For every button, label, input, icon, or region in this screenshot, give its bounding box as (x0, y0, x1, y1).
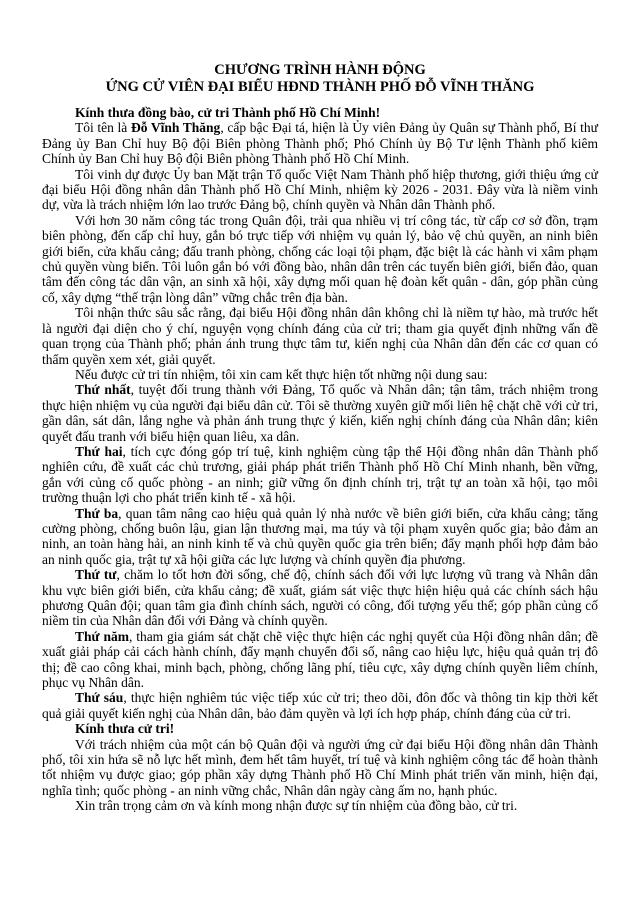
text-run: Xin trân trọng cảm ơn và kính mong nhận được sự tín nhiệm của đồng bào, cử tri. (75, 798, 518, 814)
text-run-bold: Thứ hai (75, 443, 123, 459)
document-title (42, 62, 598, 96)
text-run-bold: Thứ năm (75, 628, 129, 644)
paragraph-salutation-voters (42, 721, 598, 736)
text-run-bold: Thứ nhất (75, 382, 131, 398)
paragraph-salutation-citizens (42, 105, 598, 120)
text-run: Nếu được cử tri tín nhiệm, tôi xin cam kết thực hiện tốt những nội dung sau: (75, 366, 488, 382)
text-run-bold: Kính thưa cử tri! (75, 721, 175, 737)
paragraph-closing-thanks (42, 798, 598, 813)
text-run: , quan tâm nâng cao hiệu quả quản lý nhà nước về biên giới biển, cửa khẩu cảng; tăng cường phòng, chống buôn lậu, gian lận thương mại, ma túy và tội phạm xuyên quốc gia; bảo đảm an ninh, an toàn hàng hải, an ninh kinh tế và chủ quyền quốc gia trên biển; đẩy mạnh phối hợp đảm bảo an ninh quốc gia, trật tự xã hội giữa các lực lượng và chính quyền địa phương. (42, 505, 598, 567)
text-run: , chăm lo tốt hơn đời sống, chế độ, chính sách đối với lực lượng vũ trang và Nhân dân khu vực biên giới biển, cửa khẩu cảng; đề xuất, giám sát việc thực hiện hiệu quả các chính sách hậu phương Quân đội; quan tâm gia đình chính sách, người có công, đối tượng yếu thế; góp phần củng cố niềm tin của Nhân dân đối với Đảng và chính quyền. (42, 567, 598, 629)
document-body (42, 105, 598, 814)
paragraph-commitment-1 (42, 382, 598, 444)
paragraph-experience (42, 213, 598, 305)
text-run: Với trách nhiệm của một cán bộ Quân đội và người ứng cử đại biểu Hội đồng nhân dân Thành phố, tôi xin hứa sẽ nỗ lực hết mình, đem hết tâm huyết, trí tuệ và kinh nghiệm công tác để hoàn thành tốt nhiệm vụ được giao; góp phần xây dựng Thành phố Hồ Chí Minh phát triển văn minh, hiện đại, nghĩa tình; quốc phòng - an ninh vững chắc, Nhân dân ngày càng ấm no, hạnh phúc. (42, 736, 598, 798)
text-run-bold: Thứ sáu (75, 690, 124, 706)
paragraph-commitment-5 (42, 629, 598, 691)
paragraph-commitment-4 (42, 567, 598, 629)
text-run: , tích cực đóng góp trí tuệ, kinh nghiệm cùng tập thể Hội đồng nhân dân Thành phố nghiên cứu, đề xuất các chủ trương, giải pháp phát triển Thành phố Hồ Chí Minh nhanh, bền vững, gắn với củng cố quốc phòng - an ninh; giữ vững ổn định chính trị, trật tự an toàn xã hội, tạo môi trường thuận lợi cho phát triển kinh tế - xã hội. (42, 443, 599, 506)
paragraph-commitment-6 (42, 690, 598, 721)
text-run: Tôi nhận thức sâu sắc rằng, đại biểu Hội đồng nhân dân không chỉ là niềm tự hào, mà trước hết là người đại diện cho ý chí, nguyện vọng chính đáng của cử tri; tham gia quyết định những vấn đề quan trọng của Thành phố; phản ánh trung thực tâm tư, kiến nghị của Nhân dân đến các cơ quan có thẩm quyền xem xét, giải quyết. (42, 305, 598, 367)
text-run: , thực hiện nghiêm túc việc tiếp xúc cử tri; theo dõi, đôn đốc và thông tin kịp thời kết quả giải quyết kiến nghị của Nhân dân, bảo đảm quyền và lợi ích hợp pháp, chính đáng của cử tri. (42, 690, 598, 721)
paragraph-commitment-intro (42, 367, 598, 382)
text-run: , tuyệt đối trung thành với Đảng, Tổ quốc và Nhân dân; tận tâm, trách nhiệm trong thực hiện nhiệm vụ của người đại biểu dân cử. Tôi sẽ thường xuyên giữ mối liên hệ chặt chẽ với cử tri, gần dân, sát dân, lắng nghe và phản ánh trung thực ý kiến, kiến nghị chính đáng của Nhân dân; kiên quyết đấu tranh với biểu hiện quan liêu, xa dân. (42, 382, 598, 444)
text-run-bold: Kính thưa đồng bào, cử tri Thành phố Hồ Chí Minh! (75, 105, 381, 120)
paragraph-commitment-3 (42, 506, 598, 568)
paragraph-intro-identity (42, 120, 598, 166)
paragraph-pledge (42, 737, 598, 799)
text-run: Với hơn 30 năm công tác trong Quân đội, trải qua nhiều vị trí công tác, từ cấp cơ sở đồn, trạm biên phòng, đến cấp chỉ huy, gắn bó trực tiếp với nhiệm vụ quản lý, bảo vệ chủ quyền, an ninh biên giới biển, cửa khẩu cảng; đấu tranh phòng, chống các loại tội phạm, đặc biệt là các hành vi xâm phạm chủ quyền vùng biển. Tôi luôn gắn bó với đồng bào, nhân dân trên các tuyến biên giới, biển đảo, quan tâm đến công tác dân vận, an sinh xã hội, xây dựng mối quan hệ đoàn kết quân - dân, góp phần củng cố, xây dựng “thế trận lòng dân” vững chắc trên địa bàn. (42, 212, 598, 305)
document-title-line1: CHƯƠNG TRÌNH HÀNH ĐỘNG (214, 62, 426, 78)
text-run-bold: Thứ tư (75, 567, 117, 583)
paragraph-awareness (42, 305, 598, 367)
text-run-bold: Thứ ba (75, 505, 119, 521)
text-run-bold: Đỗ Vĩnh Thăng (130, 120, 221, 136)
text-run: , cấp bậc Đại tá, hiện là Ủy viên Đảng ủy Quân sự Thành phố, Bí thư Đảng ủy Ban Chỉ huy Bộ đội Biên phòng Thành phố; Phó Chính ủy Bộ Tư lệnh Thành phố kiêm Chính ủy Ban Chỉ huy Bộ đội Biên phòng Thành phố Hồ Chí Minh. (42, 120, 598, 167)
paragraph-nomination (42, 167, 598, 213)
text-run: , tham gia giám sát chặt chẽ việc thực hiện các nghị quyết của Hội đồng nhân dân; đề xuất giải pháp cải cách hành chính, đẩy mạnh chuyển đổi số, nâng cao hiệu lực, hiệu quả quản trị đô thị; đề cao công khai, minh bạch, phòng, chống lãng phí, tiêu cực, xây dựng chính quyền liêm chính, phục vụ Nhân dân. (42, 628, 598, 691)
paragraph-commitment-2 (42, 444, 598, 506)
text-run: Tôi vinh dự được Ủy ban Mặt trận Tổ quốc Việt Nam Thành phố hiệp thương, giới thiệu ứng cử đại biểu Hội đồng nhân dân Thành phố Hồ Chí Minh, nhiệm kỳ 2026 - 2031. Đây vừa là niềm vinh dự, vừa là trách nhiệm lớn lao trước Đảng bộ, chính quyền và Nhân dân Thành phố. (42, 166, 598, 213)
document-title-line2: ỨNG CỬ VIÊN ĐẠI BIỂU HĐND THÀNH PHỐ ĐỖ VĨNH THĂNG (105, 79, 535, 95)
text-run: Tôi tên là (75, 120, 131, 136)
